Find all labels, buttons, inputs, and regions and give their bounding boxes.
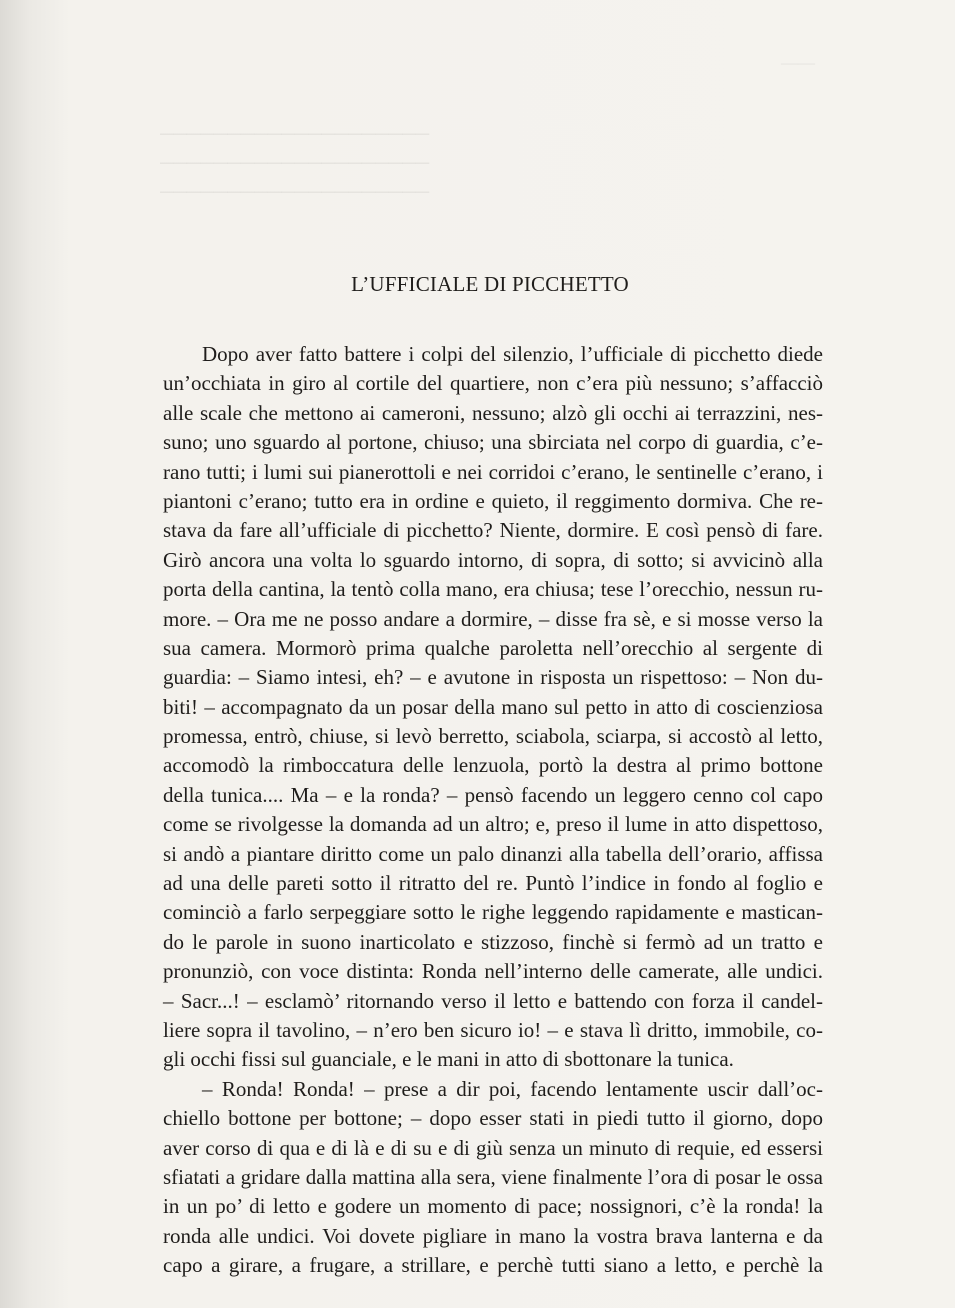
show-through-shadow: ——: [781, 53, 815, 72]
text-line: sua camera. Mormorò prima qualche paroletta nell’orecchio al sergente di: [163, 635, 823, 660]
text-line: gli occhi fissi sul guanciale, e le mani in atto di sbottonare la tunica.: [163, 1047, 734, 1072]
text-line: accomodò la rimboccatura delle lenzuola, portò la destra al primo bottone: [163, 753, 823, 778]
text-line: alle scale che mettono ai cameroni, nessuno; alzò gli occhi ai terrazzini, nes-: [163, 400, 823, 425]
text-line: piantoni c’erano; tutto era in ordine e quieto, il reggimento dormiva. Che re-: [163, 488, 823, 513]
text-line: – Ronda! Ronda! – prese a dir poi, facendo lentamente uscir dall’oc-: [202, 1076, 823, 1101]
text-line: guardia: – Siamo intesi, eh? – e avutone in risposta un rispettoso: – Non du-: [163, 665, 823, 690]
text-line: della tunica.... Ma – e la ronda? – pensò facendo un leggero cenno col capo: [163, 782, 823, 807]
text-line: biti! – accompagnato da un posar della mano sul petto in atto di coscienziosa: [163, 694, 823, 719]
text-line: si andò a piantare diritto come un palo dinanzi alla tabella dell’orario, affissa: [163, 841, 823, 866]
text-line: ad una delle pareti sotto il ritratto del re. Puntò l’indice in fondo al foglio e: [163, 871, 823, 896]
text-line: un’occhiata in giro al cortile del quartiere, non c’era più nessuno; s’affacciò: [163, 371, 823, 396]
story-body: [163, 340, 823, 1281]
text-line: suno; uno sguardo al portone, chiuso; una sbirciata nel corpo di guardia, c’e-: [163, 430, 823, 455]
text-line: porta della cantina, la tentò colla mano, era chiusa; tese l’orecchio, nessun ru-: [163, 577, 823, 602]
text-line: capo a girare, a frugare, a strillare, e perchè tutti siano a letto, e perchè la: [163, 1253, 823, 1278]
text-line: sfiatati a gridare dalla mattina alla sera, viene finalmente l’ora di posar le ossa: [163, 1164, 823, 1189]
text-line: – Sacr...! – esclamò’ ritornando verso il letto e battendo con forza il candel-: [163, 988, 823, 1013]
text-line: cominciò a farlo serpeggiare sotto le righe leggendo rapidamente e mastican-: [163, 900, 823, 925]
text-line: chiello bottone per bottone; – dopo esser stati in piedi tutto il giorno, dopo: [163, 1106, 823, 1131]
text-line: come se rivolgesse la domanda ad un altro; e, preso il lume in atto dispettoso,: [163, 812, 823, 837]
text-line: Girò ancora una volta lo sguardo intorno, di sopra, di sotto; si avvicinò alla: [163, 547, 823, 572]
text-line: aver corso di qua e di là e di su e di giù senza un minuto di requie, ed essersi: [163, 1135, 823, 1160]
text-line: rano tutti; i lumi sui pianerottoli e nei corridoi c’erano, le sentinelle c’erano, i: [163, 459, 823, 484]
text-line: liere sopra il tavolino, – n’ero ben sicuro io! – e stava lì dritto, immobile, co-: [163, 1017, 823, 1042]
show-through-shadow: ──────────────────── ──────────────────── ────────────────────: [160, 124, 430, 203]
text-line: promessa, entrò, chiuse, si levò berretto, sciabola, sciarpa, si accostò al letto,: [163, 724, 823, 749]
text-line: do le parole in suono inarticolato e stizzoso, finchè si fermò ad un tratto e: [163, 929, 823, 954]
text-line: pronunziò, con voce distinta: Ronda nell’interno delle camerate, alle undici.: [163, 959, 823, 984]
text-line: more. – Ora me ne posso andare a dormire, – disse fra sè, e si mosse verso la: [163, 606, 823, 631]
chapter-title: L’UFFICIALE DI PICCHETTO: [351, 272, 629, 296]
text-line: Dopo aver fatto battere i colpi del silenzio, l’ufficiale di picchetto diede: [202, 342, 823, 366]
text-line: in un po’ di letto e godere un momento di pace; nossignori, c’è la ronda! la: [163, 1194, 823, 1219]
text-line: ronda alle undici. Voi dovete pigliare in mano la vostra brava lanterna e da: [163, 1223, 823, 1248]
text-line: stava da fare all’ufficiale di picchetto? Niente, dormire. E così pensò di fare.: [163, 518, 823, 543]
